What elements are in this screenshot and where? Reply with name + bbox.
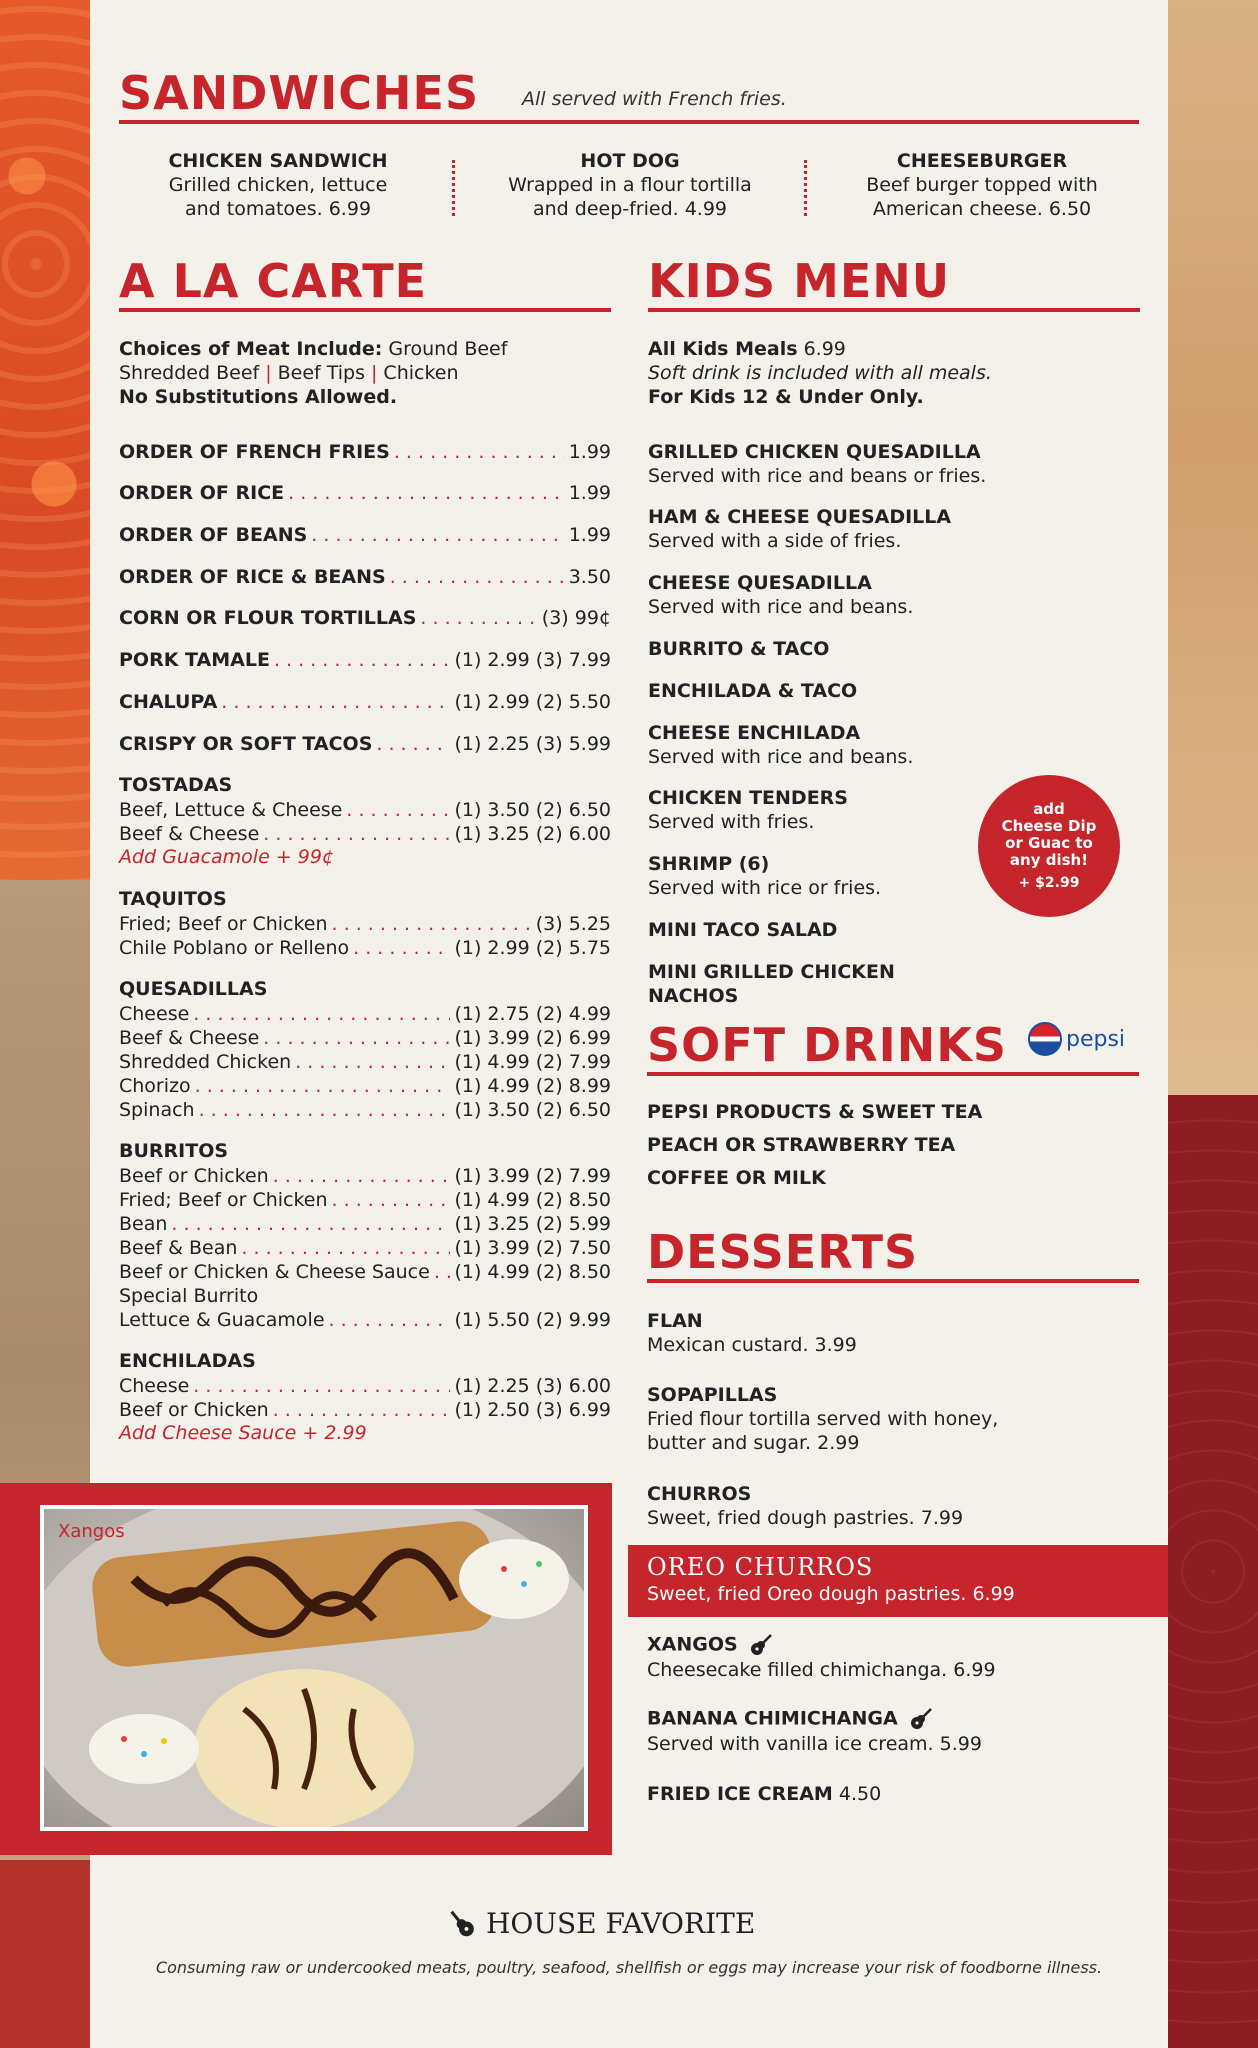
dessert-desc: Fried flour tortilla served with honey, — [647, 1408, 999, 1430]
right-red-pattern — [1168, 1095, 1258, 2048]
item-name: PORK TAMALE — [119, 649, 270, 671]
dessert-desc: Sweet, fried dough pastries. 7.99 — [647, 1507, 964, 1529]
choices-label: Choices of Meat Include: — [119, 338, 383, 360]
kids-item — [648, 960, 988, 1008]
kids-item-desc: Served with fries. — [648, 811, 815, 833]
left-orange-pattern — [0, 0, 90, 880]
kids-item — [648, 679, 988, 703]
kids-item — [648, 505, 988, 553]
sandwich-desc: and tomatoes. 6.99 — [184, 198, 372, 220]
kids-rule — [648, 308, 1140, 312]
sandwiches-note: All served with French fries. — [522, 88, 787, 110]
sandwich-name: HOT DOG — [580, 150, 680, 172]
menu-row — [119, 1002, 611, 1026]
kids-item-desc: Served with a side of fries. — [648, 530, 902, 552]
xangos-illustration — [44, 1509, 584, 1827]
kids-intro — [648, 337, 1068, 409]
tostadas-title: TOSTADAS — [119, 774, 233, 796]
desserts-rule — [647, 1279, 1139, 1283]
item-price: (1) 3.25 (2) 5.99 — [454, 1213, 611, 1235]
kids-item-name: MINI TACO SALAD — [648, 919, 838, 941]
choice-ground-beef: Ground Beef — [388, 338, 508, 360]
item-price: (1) 2.50 (3) 6.99 — [454, 1399, 611, 1421]
item-price: (1) 4.99 (2) 7.99 — [454, 1051, 611, 1073]
house-favorite-legend — [448, 1907, 755, 1940]
enchiladas-add-note: Add Cheese Sauce + 2.99 — [119, 1422, 367, 1444]
choice-beef-tips: Beef Tips — [277, 362, 366, 384]
dessert-desc: butter and sugar. 2.99 — [647, 1432, 860, 1454]
drink-item: COFFEE OR MILK — [647, 1167, 826, 1189]
sandwich-desc: and deep-fried. 4.99 — [532, 198, 728, 220]
item-name: Shredded Chicken — [119, 1051, 292, 1073]
item-price: (3) 99¢ — [541, 607, 611, 629]
dessert-name: XANGOS — [647, 1633, 738, 1656]
drink-item: PEPSI PRODUCTS & SWEET TEA — [647, 1101, 983, 1123]
choice-chicken: Chicken — [383, 362, 459, 384]
sandwich-name: CHICKEN SANDWICH — [168, 150, 388, 172]
badge-line: Cheese Dip — [1001, 816, 1097, 835]
menu-row — [119, 565, 611, 589]
menu-row — [119, 1308, 611, 1332]
kids-item — [648, 852, 988, 900]
menu-row — [119, 523, 611, 547]
item-name: Chorizo — [119, 1075, 191, 1097]
kids-item-desc: Served with rice and beans. — [648, 746, 914, 768]
burritos-title: BURRITOS — [119, 1140, 229, 1162]
sandwich-desc: Grilled chicken, lettuce — [168, 174, 388, 196]
dessert-name: CHURROS — [647, 1483, 752, 1505]
menu-row — [119, 1098, 611, 1122]
menu-row — [119, 1374, 611, 1398]
item-name: Lettuce & Guacamole — [119, 1309, 325, 1331]
menu-row — [119, 798, 611, 822]
kids-item-name: SHRIMP (6) — [648, 853, 770, 875]
item-price: (1) 3.25 (2) 6.00 — [454, 823, 611, 845]
item-name: ORDER OF FRENCH FRIES — [119, 441, 390, 463]
dessert-name: OREO CHURROS — [647, 1553, 874, 1581]
item-price: (1) 2.75 (2) 4.99 — [454, 1003, 611, 1025]
drinks-rule — [647, 1072, 1139, 1076]
menu-row — [119, 1074, 611, 1098]
dessert-desc: Mexican custard. 3.99 — [647, 1334, 857, 1356]
sandwich-divider — [452, 160, 455, 216]
item-name: Fried; Beef or Chicken — [119, 913, 328, 935]
dessert-flan — [647, 1309, 1127, 1357]
kids-item-desc: Served with rice or fries. — [648, 877, 882, 899]
menu-row — [119, 1260, 611, 1284]
dessert-name: BANANA CHIMICHANGA — [647, 1707, 898, 1730]
item-name: Beef or Chicken — [119, 1399, 269, 1421]
no-substitutions: No Substitutions Allowed. — [119, 386, 398, 408]
menu-row — [119, 606, 611, 630]
kids-all-price: 6.99 — [803, 338, 846, 360]
menu-row — [119, 648, 611, 672]
item-name: ORDER OF RICE — [119, 482, 285, 504]
item-price: (1) 5.50 (2) 9.99 — [454, 1309, 611, 1331]
kids-item-name: MINI GRILLED CHICKEN NACHOS — [648, 961, 895, 1007]
drink-item: PEACH OR STRAWBERRY TEA — [647, 1134, 956, 1156]
item-name: Chile Poblano or Relleno — [119, 937, 350, 959]
dessert-name: FLAN — [647, 1310, 703, 1332]
house-favorite-label: HOUSE FAVORITE — [486, 1907, 756, 1940]
alacarte-rule — [119, 308, 611, 312]
item-price: (1) 2.99 (3) 7.99 — [454, 649, 611, 671]
item-price: 3.50 — [568, 566, 611, 588]
drinks-title: SOFT DRINKS — [647, 1018, 1008, 1072]
choice-shredded-beef: Shredded Beef — [119, 362, 260, 384]
dessert-sopapillas — [647, 1383, 1127, 1455]
menu-row — [119, 822, 611, 846]
guitar-icon — [748, 1632, 774, 1658]
dessert-banana-chimichanga — [647, 1706, 1127, 1756]
item-name: ORDER OF BEANS — [119, 524, 308, 546]
kids-item-name: GRILLED CHICKEN QUESADILLA — [648, 441, 981, 463]
item-price: (1) 4.99 (2) 8.99 — [454, 1075, 611, 1097]
menu-row — [119, 912, 611, 936]
kids-item-desc: Served with rice and beans or fries. — [648, 465, 987, 487]
kids-item-name: CHEESE QUESADILLA — [648, 572, 872, 594]
item-price: (3) 5.25 — [535, 913, 611, 935]
item-price: (1) 2.99 (2) 5.75 — [454, 937, 611, 959]
item-name: Beef & Cheese — [119, 823, 260, 845]
taquitos-title: TAQUITOS — [119, 888, 227, 910]
menu-row — [119, 1188, 611, 1212]
badge-line: or Guac to — [1005, 833, 1093, 852]
sandwich-desc: Beef burger topped with — [866, 174, 1098, 196]
item-name: Cheese — [119, 1375, 190, 1397]
sandwich-item-chicken — [128, 149, 428, 221]
kids-item-desc: Served with rice and beans. — [648, 596, 914, 618]
item-name: CHALUPA — [119, 691, 218, 713]
item-price: 1.99 — [568, 524, 611, 546]
item-price: (1) 4.99 (2) 8.50 — [454, 1261, 611, 1283]
item-price: (1) 3.99 (2) 7.50 — [454, 1237, 611, 1259]
item-name: Beef or Chicken & Cheese Sauce — [119, 1261, 430, 1283]
menu-row — [119, 440, 611, 464]
quesadillas-title: QUESADILLAS — [119, 978, 268, 1000]
dessert-name: FRIED ICE CREAM — [647, 1783, 833, 1805]
item-name: Beef or Chicken — [119, 1165, 269, 1187]
item-name: CORN OR FLOUR TORTILLAS — [119, 607, 417, 629]
kids-item — [648, 571, 988, 619]
menu-row — [119, 1050, 611, 1074]
sandwich-divider — [804, 160, 807, 216]
item-price: 1.99 — [568, 441, 611, 463]
sandwiches-rule — [119, 120, 1139, 124]
item-price: (1) 3.50 (2) 6.50 — [454, 1099, 611, 1121]
cheese-dip-badge — [978, 775, 1120, 917]
sandwich-item-hotdog — [480, 149, 780, 221]
sandwiches-title: SANDWICHES — [119, 66, 480, 120]
dessert-desc: Sweet, fried Oreo dough pastries. 6.99 — [647, 1583, 1015, 1605]
menu-row — [119, 1398, 611, 1422]
item-name: Spinach — [119, 1099, 195, 1121]
item-price: (1) 2.99 (2) 5.50 — [454, 691, 611, 713]
alacarte-title: A LA CARTE — [119, 254, 428, 308]
item-name: Beef & Bean — [119, 1237, 238, 1259]
pepsi-logo — [1028, 1022, 1125, 1056]
sandwich-desc: American cheese. 6.50 — [872, 198, 1092, 220]
sandwich-item-cheeseburger — [832, 149, 1132, 221]
dessert-desc: Cheesecake filled chimichanga. 6.99 — [647, 1659, 996, 1681]
menu-row — [119, 936, 611, 960]
guitar-icon — [448, 1908, 480, 1940]
guitar-icon — [908, 1706, 934, 1732]
sandwich-name: CHEESEBURGER — [896, 150, 1068, 172]
item-price: (1) 4.99 (2) 8.50 — [454, 1189, 611, 1211]
kids-title: KIDS MENU — [648, 254, 951, 308]
enchiladas-title: ENCHILADAS — [119, 1350, 256, 1372]
menu-row — [119, 481, 611, 505]
item-name: Cheese — [119, 1003, 190, 1025]
kids-soft-note: Soft drink is included with all meals. — [648, 362, 992, 384]
xangos-photo — [40, 1505, 588, 1831]
dessert-price: 4.50 — [838, 1783, 882, 1805]
dessert-xangos — [647, 1632, 1127, 1682]
tostadas-add-note: Add Guacamole + 99¢ — [119, 846, 335, 868]
menu-row — [119, 1236, 611, 1260]
item-name: ORDER OF RICE & BEANS — [119, 566, 386, 588]
dessert-name: SOPAPILLAS — [647, 1384, 778, 1406]
menu-row — [119, 690, 611, 714]
item-price: (1) 3.99 (2) 7.99 — [454, 1165, 611, 1187]
kids-item — [648, 786, 988, 834]
dessert-oreo-churros-band — [628, 1545, 1168, 1617]
item-price: 1.99 — [568, 482, 611, 504]
kids-item — [648, 721, 988, 769]
menu-row — [119, 1026, 611, 1050]
meat-choices: Choices of Meat Include: Ground Beef Shredded Beef | Beef Tips | Chicken No Substitutions Allowed. — [119, 337, 611, 409]
menu-row — [119, 1164, 611, 1188]
dessert-churros — [647, 1482, 1127, 1530]
item-price: (1) 2.25 (3) 6.00 — [454, 1375, 611, 1397]
pepsi-globe-icon — [1028, 1022, 1062, 1056]
desserts-title: DESSERTS — [647, 1225, 919, 1279]
item-name: Bean — [119, 1213, 168, 1235]
kids-all-label: All Kids Meals — [648, 338, 798, 360]
kids-item — [648, 637, 988, 661]
kids-item — [648, 918, 988, 942]
kids-item — [648, 440, 988, 488]
dessert-desc: Served with vanilla ice cream. 5.99 — [647, 1733, 982, 1755]
kids-item-name: ENCHILADA & TACO — [648, 680, 858, 702]
item-name: CRISPY OR SOFT TACOS — [119, 733, 373, 755]
item-name: Beef & Cheese — [119, 1027, 260, 1049]
special-burrito-label: Special Burrito — [119, 1285, 259, 1307]
sandwich-desc: Wrapped in a flour tortilla — [508, 174, 752, 196]
item-name: Fried; Beef or Chicken — [119, 1189, 328, 1211]
kids-age-note: For Kids 12 & Under Only. — [648, 386, 924, 408]
kids-item-name: HAM & CHEESE QUESADILLA — [648, 506, 952, 528]
badge-line: add — [1033, 799, 1065, 818]
pepsi-wordmark: pepsi — [1066, 1026, 1126, 1052]
kids-item-name: CHEESE ENCHILADA — [648, 722, 861, 744]
photo-label: Xangos — [58, 1521, 125, 1542]
dessert-fried-ice-cream — [647, 1782, 1127, 1806]
badge-line: any dish! — [1009, 850, 1089, 869]
item-price: (1) 3.99 (2) 6.99 — [454, 1027, 611, 1049]
food-safety-disclaimer: Consuming raw or undercooked meats, poultry, seafood, shellfish or eggs may increase your risk of foodborne illness. — [155, 1958, 1103, 1977]
item-name: Beef, Lettuce & Cheese — [119, 799, 343, 821]
kids-item-name: BURRITO & TACO — [648, 638, 830, 660]
item-price: (1) 3.50 (2) 6.50 — [454, 799, 611, 821]
menu-row — [119, 1212, 611, 1236]
menu-row — [119, 732, 611, 756]
item-price: (1) 2.25 (3) 5.99 — [454, 733, 611, 755]
badge-price: + $2.99 — [1018, 874, 1080, 891]
right-sand-texture — [1168, 0, 1258, 1095]
left-red-texture — [0, 1860, 90, 2048]
kids-item-name: CHICKEN TENDERS — [648, 787, 848, 809]
